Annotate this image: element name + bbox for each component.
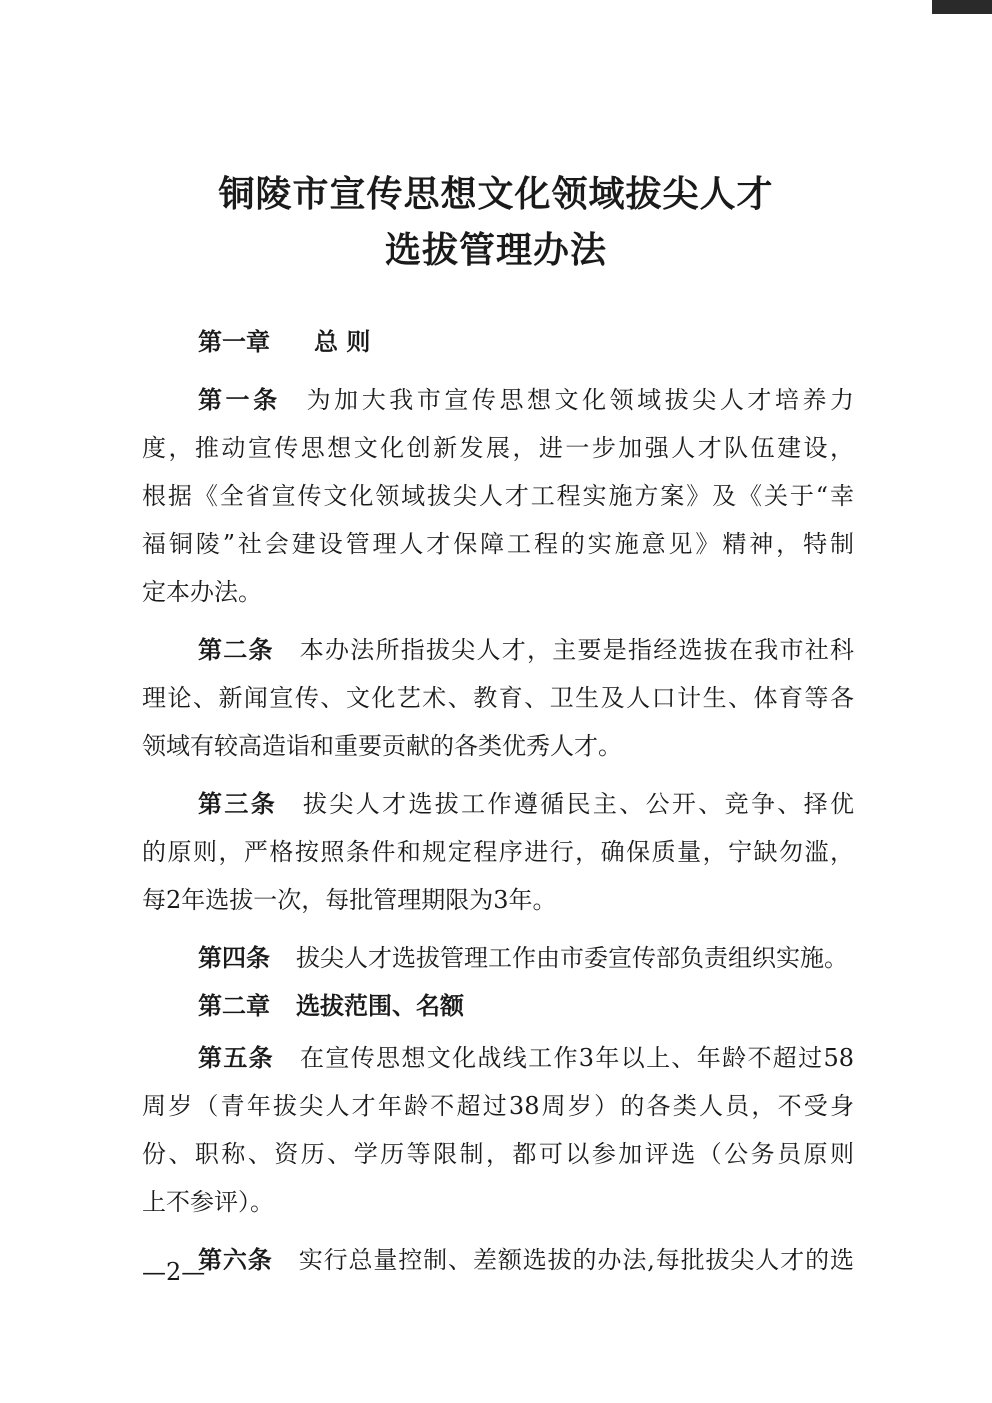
article-first-line <box>142 1034 854 1082</box>
article-line: 上不参评）。 <box>142 1188 274 1216</box>
article-text: 拔尖人才选拔管理工作由市委宣传部负责组织实施。 <box>296 944 848 972</box>
article-label: 第二条 <box>198 636 274 664</box>
page-number: —2— <box>142 1258 206 1286</box>
article-line: 的原则，严格按照条件和规定程序进行，确保质量，宁缺勿滥， <box>142 838 854 866</box>
article-text: 拔尖人才选拔工作遵循民主、公开、竞争、择优 <box>303 790 855 818</box>
article-line: 定本办法。 <box>142 578 262 606</box>
scan-edge-mark <box>932 0 992 14</box>
chapter-heading <box>142 982 854 1030</box>
article-label: 第四条 <box>198 944 270 972</box>
document-title <box>0 166 992 278</box>
title-line-1: 铜陵市宣传思想文化领域拔尖人才 <box>218 173 774 215</box>
article-line: 份、职称、资历、学历等限制，都可以参加评选（公务员原则 <box>142 1140 854 1168</box>
document-body <box>142 318 854 1284</box>
article-text: 为加大我市宣传思想文化领域拔尖人才培养力 <box>306 386 855 414</box>
article-line: 理论、新闻宣传、文化艺术、教育、卫生及人口计生、体育等各 <box>142 684 854 712</box>
chapter-title: 选拔范围、名额 <box>296 992 464 1020</box>
article-line: 每2年选拔一次，每批管理期限为3年。 <box>142 886 557 914</box>
title-line-2: 选拔管理办法 <box>384 229 607 271</box>
article-first-line <box>142 376 854 424</box>
chapter-title: 总 则 <box>314 328 371 356</box>
chapter-label: 第二章 <box>198 992 270 1020</box>
article-line: 领域有较高造诣和重要贡献的各类优秀人才。 <box>142 732 622 760</box>
article-first-line <box>142 780 854 828</box>
article-first-line <box>142 626 854 674</box>
article-text: 本办法所指拔尖人才，主要是指经选拔在我市社科 <box>299 636 854 664</box>
chapter-label: 第一章 <box>198 328 270 356</box>
article-text: 在宣传思想文化战线工作3年以上、年龄不超过58 <box>300 1044 855 1072</box>
chapter-heading <box>142 318 854 366</box>
article-line: 度，推动宣传思想文化创新发展，进一步加强人才队伍建设， <box>142 434 854 462</box>
article-label: 第五条 <box>198 1044 275 1072</box>
article-line: 周岁（青年拔尖人才年龄不超过38周岁）的各类人员，不受身 <box>142 1092 854 1120</box>
article-line: 福铜陵”社会建设管理人才保障工程的实施意见》精神，特制 <box>142 530 854 558</box>
article-label: 第一条 <box>198 386 281 414</box>
article-label: 第三条 <box>198 790 278 818</box>
article-text: 实行总量控制、差额选拔的办法,每批拔尖人才的选 <box>298 1246 854 1274</box>
article-line: 根据《全省宣传文化领域拔尖人才工程实施方案》及《关于“幸 <box>142 482 854 510</box>
article-label: 第六条 <box>198 1246 273 1274</box>
article-first-line <box>142 1236 854 1284</box>
article-first-line <box>142 934 854 982</box>
